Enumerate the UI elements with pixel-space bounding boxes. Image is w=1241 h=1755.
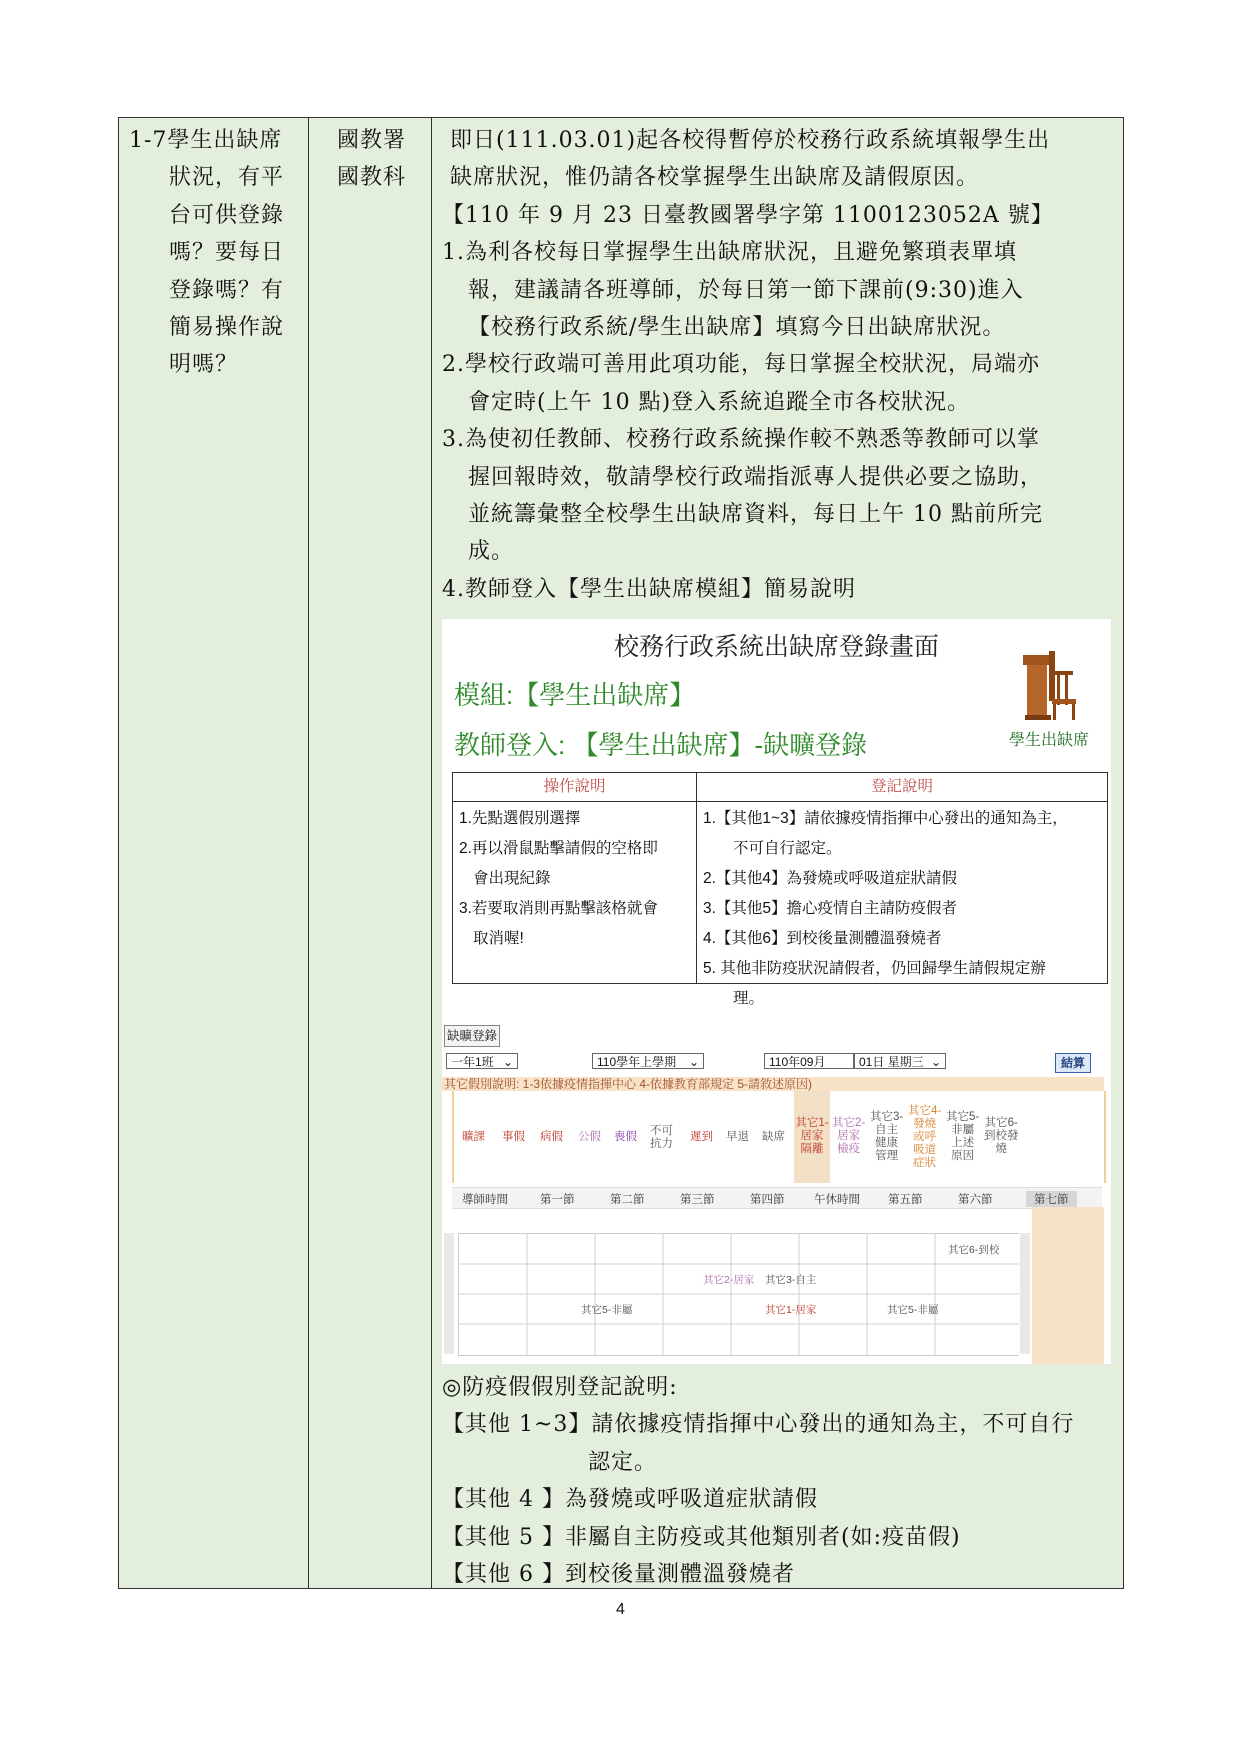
page-number: 4 xyxy=(616,1601,625,1618)
faq-table xyxy=(118,117,1124,1589)
question-line: 明嗎？ xyxy=(169,352,239,378)
answer-line: 握回報時效，敬請學校行政端指派專人提供必要之協助， xyxy=(468,464,1044,490)
chevron-down-icon: ⌄ xyxy=(502,1055,513,1069)
unit-line: 國教科 xyxy=(337,165,407,191)
answer-line: 會定時(上午 10 點)登入系統追蹤全市各校狀況。 xyxy=(468,389,971,415)
grid-cell-record[interactable]: 其它5-非屬 xyxy=(581,1304,633,1316)
registration-line: 5. 其他非防疫狀況請假者，仍回歸學生請假規定辦 xyxy=(703,960,1046,977)
scrollbar[interactable] xyxy=(444,1233,454,1354)
reference-line: 【110 年 9 月 23 日臺教國署學字第 1100123052A 號】 xyxy=(442,202,1054,228)
period-label: 第一節 xyxy=(540,1194,575,1206)
period-header xyxy=(452,1187,1102,1209)
leave-type[interactable]: 遲到 xyxy=(690,1131,713,1143)
grid-side-panel xyxy=(1032,1207,1104,1364)
leave-type[interactable]: 事假 xyxy=(502,1131,525,1143)
period-label: 第五節 xyxy=(888,1194,923,1206)
answer-line: 即日(111.03.01)起各校得暫停於校務行政系統填報學生出 xyxy=(450,128,1051,153)
period-label: 導師時間 xyxy=(462,1194,508,1206)
scrollbar-right[interactable] xyxy=(1020,1233,1030,1354)
answer-line: 3.為使初任教師、校務行政系統操作較不熟悉等教師可以掌 xyxy=(442,427,1040,453)
registration-line: 2.【其他4】為發燒或呼吸道症狀請假 xyxy=(703,870,958,887)
registration-header: 登記說明 xyxy=(697,773,1107,802)
registration-line: 1.【其他1~3】請依據疫情指揮中心發出的通知為主， xyxy=(703,810,1068,827)
leave-type[interactable]: 早退 xyxy=(726,1131,749,1143)
leave-type[interactable]: 其它4- 發燒 或呼 吸道 症狀 xyxy=(908,1105,942,1169)
tab-absence-registration[interactable]: 缺曠登錄 xyxy=(444,1025,500,1047)
leave-type[interactable]: 缺席 xyxy=(762,1131,785,1143)
answer-line: 1.為利各校每日掌握學生出缺席狀況，且避免繁瑣表單填 xyxy=(442,240,1017,266)
settle-button[interactable]: 結算 xyxy=(1055,1053,1091,1073)
note-text: 非屬自主防疫或其他類別者(如:疫苗假) xyxy=(564,1524,961,1550)
note-text: 認定。 xyxy=(588,1449,658,1475)
period-label: 第六節 xyxy=(958,1194,993,1206)
registration-body xyxy=(697,802,1107,1014)
answer-line: 【校務行政系統/學生出缺席】填寫今日出缺席狀況。 xyxy=(468,315,1006,341)
icon-label: 學生出缺席 xyxy=(1008,732,1089,749)
leave-type[interactable]: 其它6- 到校發 燒 xyxy=(984,1117,1019,1155)
note-text: 請依據疫情指揮中心發出的通知為主，不可自行 xyxy=(591,1412,1075,1438)
grid-cell-record[interactable]: 其它5-非屬 xyxy=(887,1304,939,1316)
instruction-table xyxy=(452,772,1108,1007)
grid-cell-record[interactable]: 其它2-居家 xyxy=(703,1274,755,1286)
note-tag: 【其他 4 】 xyxy=(442,1487,565,1513)
leave-type[interactable]: 公假 xyxy=(578,1131,601,1143)
note-tag: 【其他 6 】 xyxy=(442,1562,565,1588)
grid-cell-record[interactable]: 其它6-到校 xyxy=(948,1244,1000,1256)
grid-lines xyxy=(459,1234,1019,1355)
answer-line: 缺席狀況，惟仍請各校掌握學生出缺席及請假原因。 xyxy=(450,165,980,191)
note-tag: 【其他 1~3】 xyxy=(442,1412,592,1438)
screenshot-title: 校務行政系統出缺席登錄畫面 xyxy=(613,633,939,661)
answer-line: 報，建議請各班導師，於每日第一節下課前(9:30)進入 xyxy=(468,277,1024,303)
chevron-down-icon: ⌄ xyxy=(930,1055,941,1069)
month-select-value: 110年09月 xyxy=(769,1055,826,1069)
unit-cell xyxy=(309,118,432,1588)
grid-cell-record[interactable]: 其它3-自主 xyxy=(765,1274,817,1286)
leave-type[interactable]: 喪假 xyxy=(614,1131,637,1143)
leave-type[interactable]: 其它2- 居家 檢疫 xyxy=(832,1117,866,1155)
term-select-value: 110學年上學期 xyxy=(597,1055,677,1069)
operation-line: 2.再以滑鼠點擊請假的空格即 xyxy=(459,840,658,857)
answer-line: 成。 xyxy=(468,539,515,565)
answer-line: 2.學校行政端可善用此項功能，每日掌握全校狀況，局端亦 xyxy=(442,352,1040,378)
registration-line: 不可自行認定。 xyxy=(733,840,842,857)
period-label-selected: 第七節 xyxy=(1026,1191,1077,1207)
school-desk-icon xyxy=(1019,649,1079,725)
unit-text xyxy=(337,122,427,197)
month-select[interactable] xyxy=(764,1053,854,1069)
grid-cell-record[interactable]: 其它1-居家 xyxy=(765,1304,817,1316)
term-select[interactable] xyxy=(592,1053,704,1069)
leave-legend: 其它假別說明: 1-3依據疫情指揮中心 4-依據教育部規定 5-請敘述原因) xyxy=(442,1077,1104,1091)
leave-type[interactable]: 其它5- 非屬 上述 原因 xyxy=(946,1111,980,1162)
unit-line: 國教署 xyxy=(337,128,407,153)
period-label: 第三節 xyxy=(680,1194,715,1206)
day-select-value: 01日 星期三 xyxy=(859,1055,924,1069)
operation-line: 取消喔! xyxy=(473,930,524,947)
answer-line: 並統籌彙整全校學生出缺席資料，每日上午 10 點前所完 xyxy=(468,502,1043,528)
question-line: 台可供登錄 xyxy=(169,202,285,228)
note-line xyxy=(442,1556,1122,1593)
question-line: 嗎？要每日 xyxy=(169,240,285,266)
note-line xyxy=(442,1406,1122,1443)
operation-line: 會出現紀錄 xyxy=(473,870,551,887)
period-label: 第四節 xyxy=(750,1194,785,1206)
day-select[interactable] xyxy=(854,1053,946,1069)
notes-block xyxy=(442,1369,1122,1593)
note-text: 為發燒或呼吸道症狀請假 xyxy=(564,1487,818,1513)
period-label: 午休時間 xyxy=(814,1194,860,1206)
operation-line: 3.若要取消則再點擊該格就會 xyxy=(459,900,658,917)
question-cell xyxy=(119,118,309,1588)
class-select[interactable] xyxy=(446,1053,518,1069)
answer-line: 4.教師登入【學生出缺席模組】簡易說明 xyxy=(442,576,856,602)
registration-line: 理。 xyxy=(733,990,765,1007)
chevron-down-icon: ⌄ xyxy=(688,1055,699,1069)
operation-column xyxy=(453,773,697,983)
registration-line: 3.【其他5】擔心疫情自主請防疫假者 xyxy=(703,900,958,917)
question-text xyxy=(129,122,304,384)
leave-type[interactable]: 曠課 xyxy=(462,1131,485,1143)
note-text: 到校後量測體溫發燒者 xyxy=(564,1562,795,1588)
system-screenshot xyxy=(442,619,1111,1364)
registration-column xyxy=(697,773,1107,1007)
leave-type-selected[interactable]: 其它1- 居家 隔離 xyxy=(794,1091,830,1183)
registration-line: 4.【其他6】到校後量測體溫發燒者 xyxy=(703,930,942,947)
answer-text xyxy=(442,122,1122,608)
question-line: 1-7學生出缺席 xyxy=(129,128,283,153)
attendance-system-ui xyxy=(442,1023,1111,1364)
note-line xyxy=(442,1519,1122,1556)
note-tag: 【其他 5 】 xyxy=(442,1524,565,1550)
class-select-value: 一年1班 xyxy=(451,1055,494,1069)
question-line: 登錄嗎？有 xyxy=(169,277,285,303)
operation-line: 1.先點選假別選擇 xyxy=(459,810,581,827)
leave-type[interactable]: 其它3- 自主 健康 管理 xyxy=(870,1111,904,1162)
leave-type[interactable]: 病假 xyxy=(540,1131,563,1143)
login-heading: 教師登入: 【學生出缺席】-缺曠登錄 xyxy=(454,730,868,760)
module-icon xyxy=(999,649,1099,759)
leave-type[interactable]: 不可 抗力 xyxy=(650,1125,673,1150)
question-line: 簡易操作說 xyxy=(169,315,285,341)
leave-type-bar xyxy=(452,1091,1106,1183)
question-line: 狀況，有平 xyxy=(169,165,285,191)
module-heading: 模組:【學生出缺席】 xyxy=(454,680,696,710)
operation-header: 操作說明 xyxy=(453,773,696,802)
period-label: 第二節 xyxy=(610,1194,645,1206)
operation-body xyxy=(453,802,696,954)
answer-cell xyxy=(432,118,1123,1588)
attendance-grid[interactable] xyxy=(458,1233,1019,1356)
note-line xyxy=(442,1481,1122,1518)
notes-title: ◎防疫假假別登記說明: xyxy=(442,1375,678,1400)
